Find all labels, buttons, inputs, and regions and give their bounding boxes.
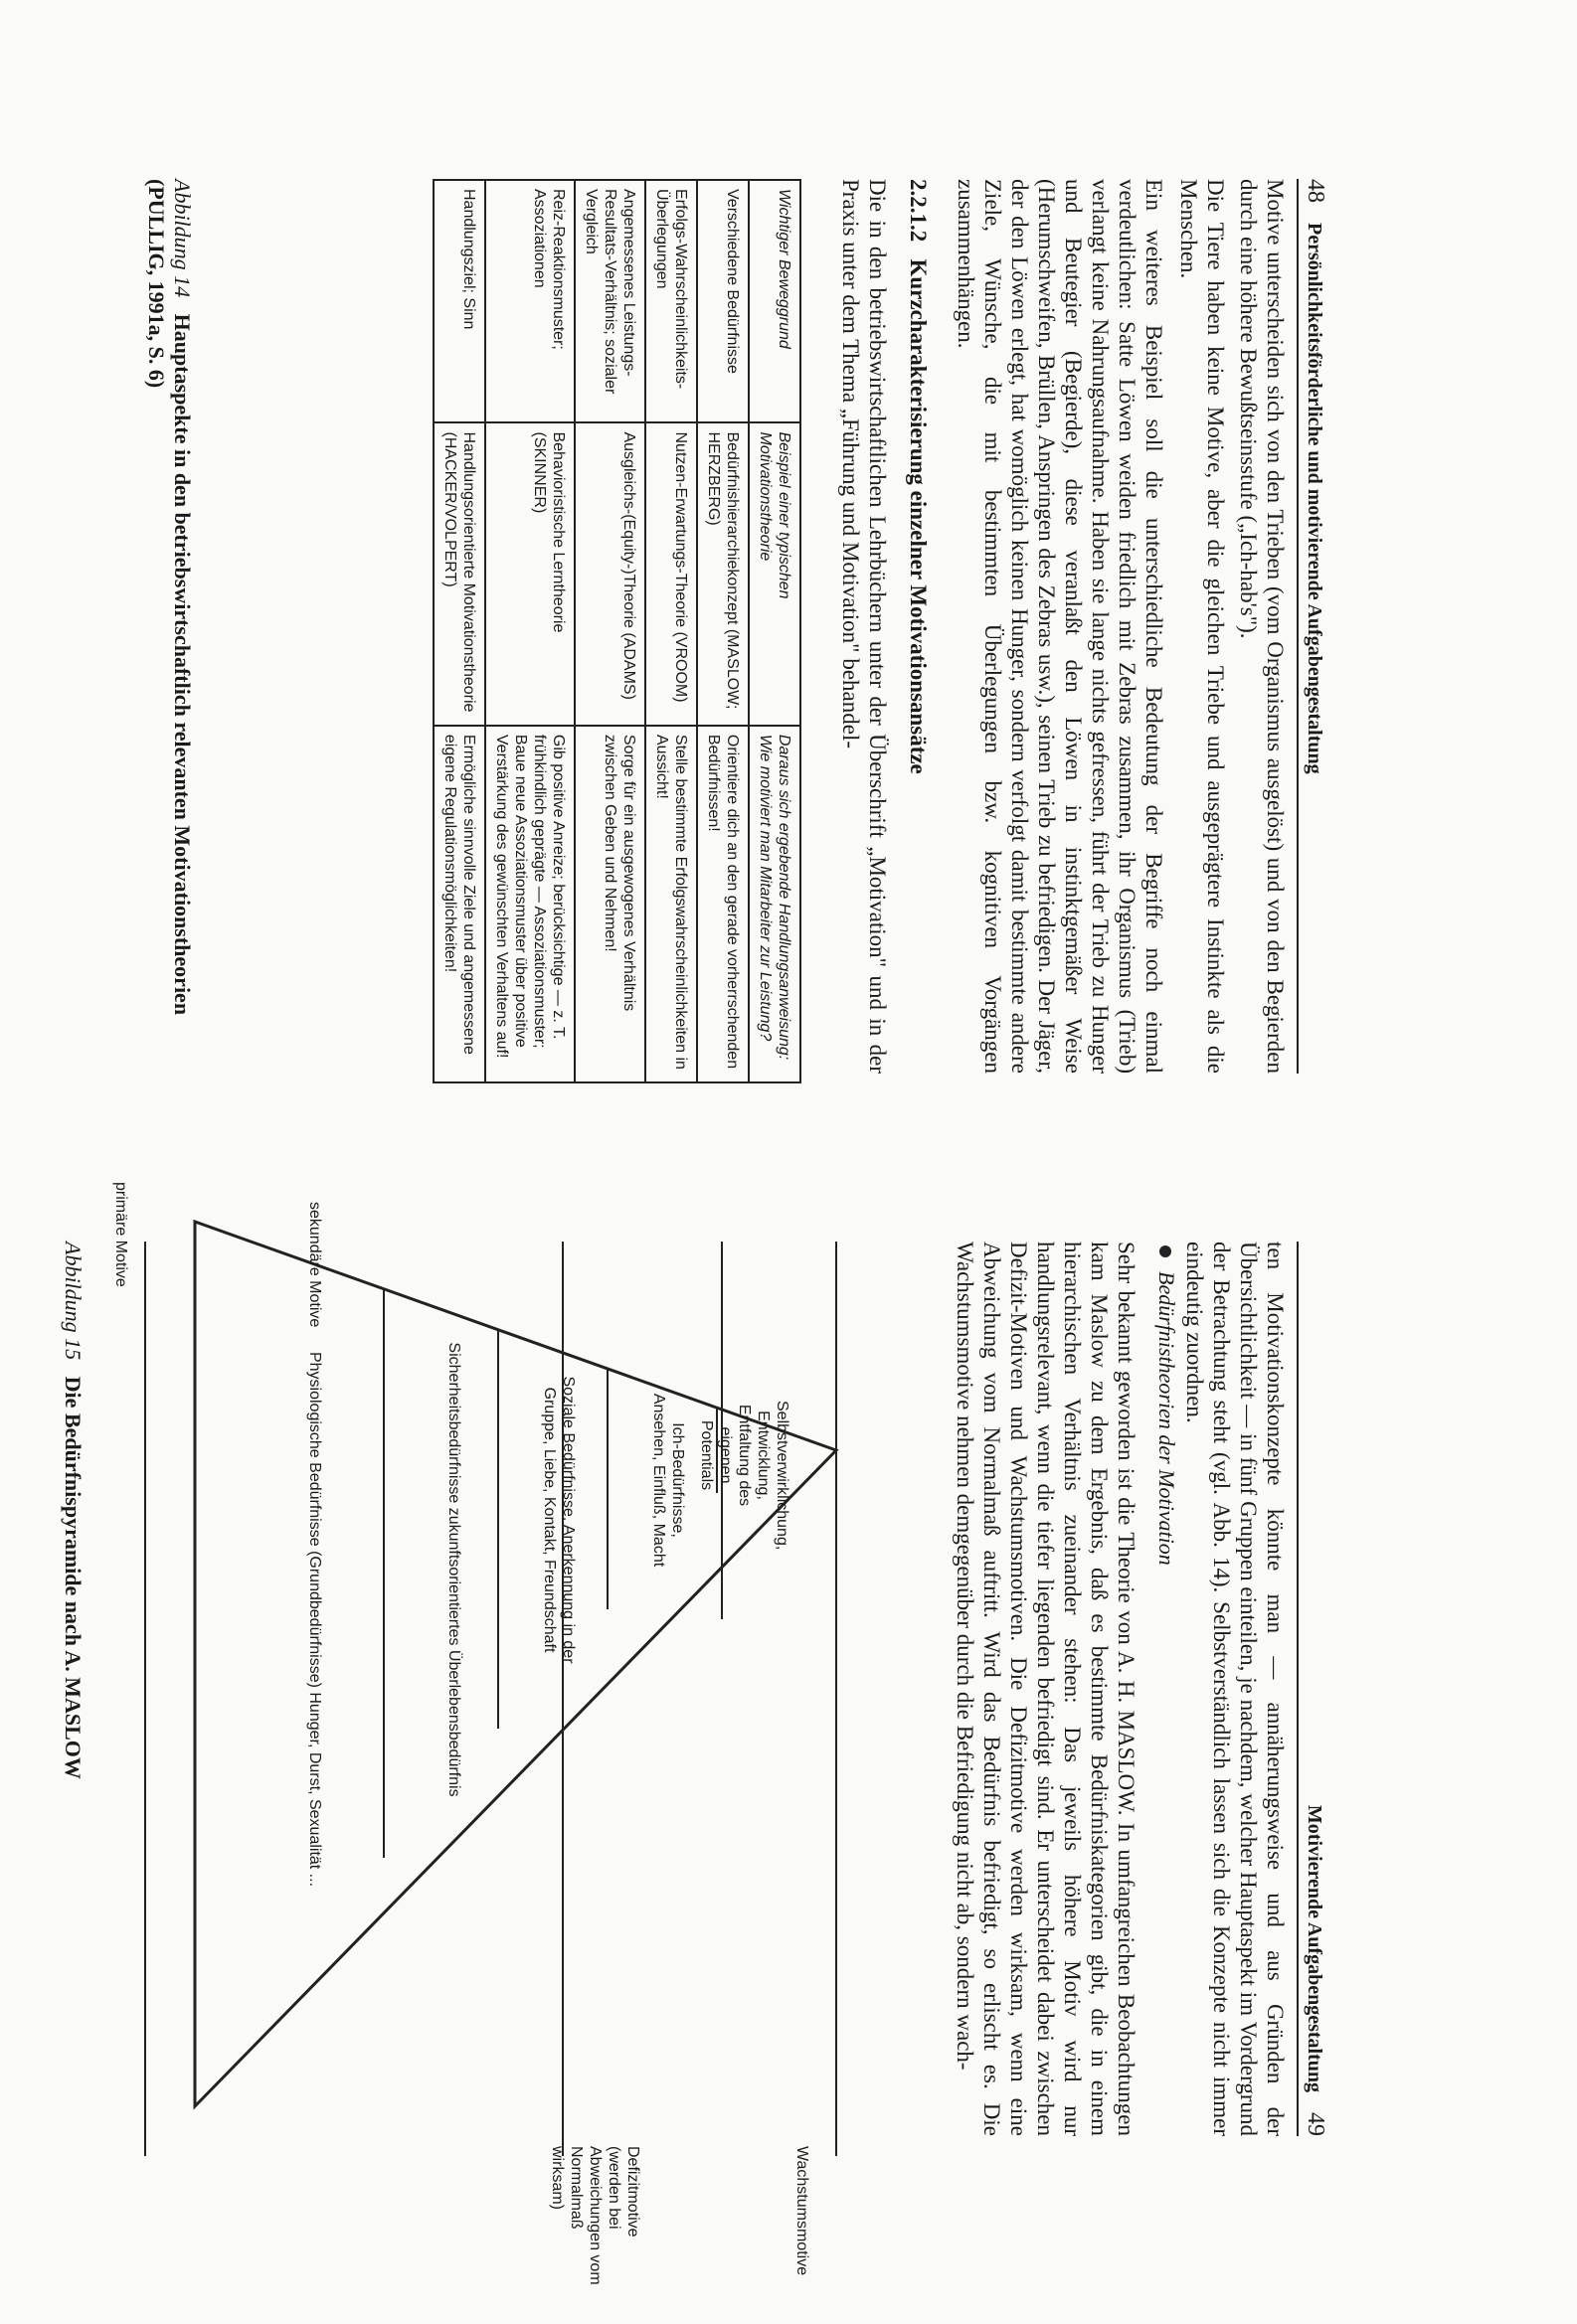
right-para-1: ten Motivationskonzepte könnte man — annäherungsweise und aus Gründen der Übersichtlichkeit — in fünf Gruppen einteilen, je nachdem, welcher Hauptaspekt im Vordergrund der Betrachtung steht (vgl. Abb. 14). Selbstverständlich lassen sich die Konzepte nicht immer eindeutig zuordnen. (1182, 1242, 1288, 2136)
left-para-4: Die in den betriebswirtschaftlichen Lehrbüchern unter der Überschrift „Motivation" und in der Praxis unter dem Thema „Führung und Motivation" behandel- (838, 179, 890, 1074)
maslow-pyramid (0, 1162, 1577, 2324)
pyramid-level-ego: Ich-Bedürfnisse, Ansehen, Einfluß, Macht (650, 1393, 686, 1568)
left-head-title: Persönlichkeitsförderliche und motivierende Aufgabengestaltung (1304, 223, 1325, 774)
table-cell: Ausgleichs-(Equity-)Theorie (ADAMS) (575, 422, 645, 725)
figure-15-label: Abbildung 15 (61, 1242, 86, 1361)
table-cell: Handlungsziel; Sinn (434, 180, 485, 422)
left-head-rule (1297, 179, 1299, 1074)
table-header-row (749, 180, 800, 1082)
label-deficit-motives: Defizitmotive (werden bei Abweichungen vom Normalmaß wirksam) (549, 2146, 641, 2285)
table-cell: Erfolgs-Wahrscheinlichkeits-Überlegungen (645, 180, 697, 422)
table-cell: Handlungsorientierte Motivationstheorie (HACKER/VOLPERT) (434, 422, 485, 725)
label-primary-motives: primäre Motive (112, 1182, 129, 1287)
table-header-cell: Beispiel einer typischen Motivationstheorie (749, 422, 800, 725)
table-cell: Angemessenes Leistungs-Resultats-Verhältnis; sozialer Vergleich (575, 180, 645, 422)
left-para-1: Motive unterscheiden sich von den Trieben (vom Organismus ausgelöst) und von den Begierden durch eine höhere Bewußtseinsstufe („Ich-hab's"). (1236, 179, 1288, 1074)
pyramid-level-physiological: Physiologische Bedürfnisse (Grundbedürfnisse) Hunger, Durst, Sexualität ... (306, 1351, 323, 1888)
table-cell: Verschiedene Bedürfnisse (697, 180, 749, 422)
table-cell: Gib positive Anreize; berücksichtige — z. T. frühkindlich geprägte — Assoziationsmuster; Baue neue Assoziationsmuster über positive Verstärkung des gewünschten Verhaltens auf! (485, 726, 575, 1082)
pyramid-level-social: Soziale Bedürfnisse, Anerkennung in der Gruppe, Liebe, Kontakt, Freundschaft (541, 1376, 577, 1664)
right-para-2: Sehr bekannt geworden ist die Theorie von A. H. MASLOW. In umfangreichen Beobachtungen kam Maslow zu dem Ergebnis, daß es bestimmte Bedürfniskategorien gibt, die in einem hierarchischen Verhältnis zueinander stehen: Das jeweils höhere Motiv wird nur handlungsrelevant, wenn die tiefer liegenden befriedigt sind. Er unterscheidet dabei zwischen Defizit-Motiven und Wachstumsmotiven. Die Defizitmotive werden wirksam, wenn eine Abweichung vom Normalmaß auftritt. Wird das Bedürfnis befriedigt, so erlischt es. Die Wachstumsmotive nehmen demgegenüber durch die Befriedigung nicht ab, sondern wach- (953, 1242, 1139, 2136)
pyramid-outline (195, 1222, 836, 2106)
table-header-cell: Wichtiger Beweggrund (749, 180, 800, 422)
table-row (434, 180, 485, 1082)
table-cell: Reiz-Reaktionsmuster; Assoziationen (485, 180, 575, 422)
right-page-number: 49 (1303, 2112, 1328, 2136)
figure-14-label: Abbildung 14 (170, 179, 195, 298)
section-title: Kurzcharakterisierung einzelner Motivationsansätze (906, 258, 931, 774)
figure-14-text: Hauptaspekte in den betriebswirtschaftlich relevanten Motivationstheorien (PULLIG, 1991a, S. 6) (144, 179, 195, 1016)
table-cell: Behavioristische Lerntheorie (SKINNER) (485, 422, 575, 725)
table-cell: Orientiere dich an den gerade vorherrschenden Bedürfnissen! (697, 726, 749, 1082)
table-row (485, 180, 575, 1082)
table-row (645, 180, 697, 1082)
figure-15-text: Die Bedürfnispyramide nach A. MASLOW (61, 1376, 86, 1779)
section-number: 2.2.1.2 (906, 179, 931, 243)
table-row (575, 180, 645, 1082)
table-cell: Sorge für ein ausgewogenes Verhältnis zwischen Geben und Nehmen! (575, 726, 645, 1082)
table-header-cell: Daraus sich ergebende Handlungsanweisung: Wie motiviert man Mitarbeiter zur Leistung? (749, 726, 800, 1082)
table-cell: Bedürfnishierarchiekonzept (MASLOW; HERZBERG) (697, 422, 749, 725)
subhead-beduerfnistheorien: Bedürfnistheorien der Motivation (1154, 1271, 1179, 1566)
pyramid-level-self-actualization: Selbstverwirklichung, Entwicklung, Entfaltung des eigenen Potentials (698, 1401, 790, 1551)
label-growth-motives: Wachstumsmotive (793, 2146, 810, 2276)
left-para-3: Ein weiteres Beispiel soll die unterschiedliche Bedeutung der Begriffe noch einmal verdeutlichen: Satte Löwen weiden friedlich mit Zebras zusammen, ihr Organismus (Trieb) verlangt keine Nahrungsaufnahme. Haben sie lange nichts gefressen, führt der Trieb zu Hunger und Beutegier (Begierde), diese veranlaßt den Löwen in instinktgemäßer Weise (Herumschweifen, Brüllen, Anspringen des Zebras usw.), seinen Trieb zu befriedigen. Der Jäger, der den Löwen erlegt, hat womöglich keinen Hunger, sondern verfolgt damit bestimmte andere Ziele, Wünsche, die mit bestimmten Überlegungen bzw. kognitiven Vorgängen zusammenhängen. (954, 179, 1166, 1074)
left-running-head (1302, 179, 1328, 1074)
pyramid-level-safety: Sicherheitsbedürfnisse zukunftsorientiertes Überlebensbedürfnis (445, 1342, 462, 1797)
right-head-title: Motivierende Aufgabengestaltung (1304, 1804, 1325, 2092)
right-page (0, 1162, 1577, 2324)
table-cell: Stelle bestimmte Erfolgswahrscheinlichkeiten in Aussicht! (645, 726, 697, 1082)
label-secondary-motives: sekundäre Motive (306, 1202, 323, 1328)
left-para-2: Die Tiere haben keine Motive, aber die gleichen Triebe und ausgeprägtere Instinkte als die Menschen. (1176, 179, 1228, 1074)
table-row (697, 180, 749, 1082)
figure-14-caption (143, 179, 195, 1083)
section-heading (905, 179, 931, 1074)
motivation-table (433, 179, 801, 1083)
table-cell: Ermögliche sinnvolle Ziele und angemessene eigene Regulationsmöglichkeiten! (434, 726, 485, 1082)
table-cell: Nutzen-Erwartungs-Theorie (VROOM) (645, 422, 697, 725)
figure-15-caption (60, 1242, 86, 2136)
left-page-number: 48 (1303, 179, 1328, 203)
